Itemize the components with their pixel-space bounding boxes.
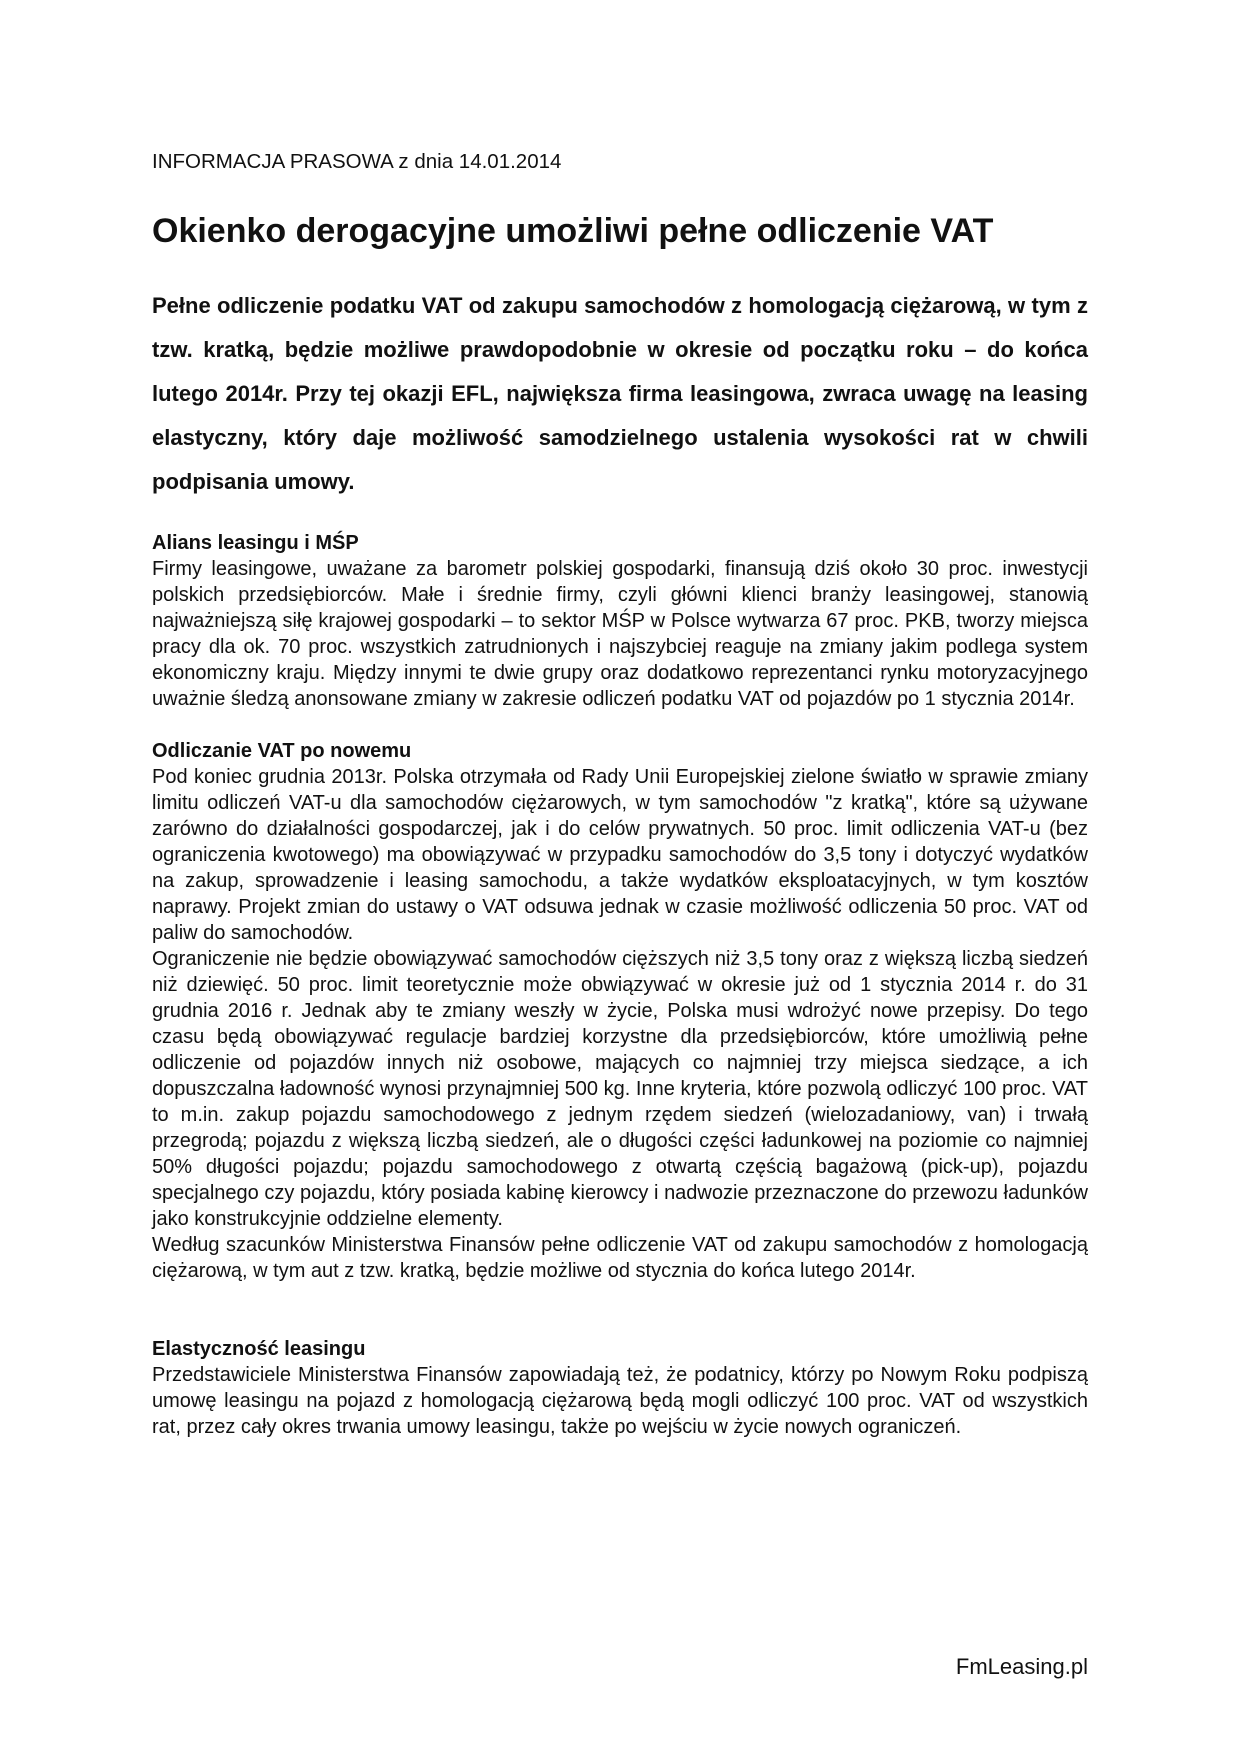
section-heading: Odliczanie VAT po nowemu [152,740,412,762]
paragraph: Firmy leasingowe, uważane za barometr polskiej gospodarki, finansują dziś około 30 proc. inwestycji polskich przedsiębiorców. Małe i średnie firmy, czyli główni klienci branży leasingowej, stanowią najważniejszą siłę krajowej gospodarki – to sektor MŚP w Polsce wytwarza 67 proc. PKB, tworzy miejsca pracy dla ok. 70 proc. wszystkich zatrudnionych i najszybciej reaguje na zmiany jakim podlega system ekonomiczny kraju. Między innymi te dwie grupy oraz dodatkowo reprezentanci rynku motoryzacyjnego uważnie śledzą anonsowane zmiany w zakresie odliczeń podatku VAT od pojazdów po 1 stycznia 2014r. [152,558,1088,710]
press-release-dateline: INFORMACJA PRASOWA z dnia 14.01.2014 [152,150,562,173]
paragraph: Przedstawiciele Ministerstwa Finansów zapowiadają też, że podatnicy, którzy po Nowym Roku podpiszą umowę leasingu na pojazd z homologacją ciężarową będą mogli odliczyć 100 proc. VAT od wszystkich rat, przez cały okres trwania umowy leasingu, także po wejściu w życie nowych ograniczeń. [152,1364,1088,1438]
paragraph: Pod koniec grudnia 2013r. Polska otrzymała od Rady Unii Europejskiej zielone światło w sprawie zmiany limitu odliczeń VAT-u dla samochodów ciężarowych, w tym samochodów "z kratką", które są używane zarówno do działalności gospodarczej, jak i do celów prywatnych. 50 proc. limit odliczenia VAT-u (bez ograniczenia kwotowego) ma obowiązywać w przypadku samochodów do 3,5 tony i dotyczyć wydatków na zakup, sprowadzenie i leasing samochodu, a także wydatków eksploatacyjnych, w tym kosztów naprawy. Projekt zmian do ustawy o VAT odsuwa jednak w czasie możliwość odliczenia 50 proc. VAT od paliw do samochodów. [152,766,1088,944]
document-page [152,148,1088,1440]
article-lead: Pełne odliczenie podatku VAT od zakupu samochodów z homologacją ciężarową, w tym z tzw. kratką, będzie możliwe prawdopodobnie w okresie od początku roku – do końca lutego 2014r. Przy tej okazji EFL, największa firma leasingowa, zwraca uwagę na leasing elastyczny, który daje możliwość samodzielnego ustalenia wysokości rat w chwili podpisania umowy. [152,293,1088,494]
paragraph: Według szacunków Ministerstwa Finansów pełne odliczenie VAT od zakupu samochodów z homologacją ciężarową, w tym aut z tzw. kratką, będzie możliwe od stycznia do końca lutego 2014r. [152,1234,1088,1282]
section-elastycznosc-leasingu [152,1336,1088,1440]
section-heading: Elastyczność leasingu [152,1338,366,1360]
footer-source: FmLeasing.pl [955,1654,1088,1679]
article-title: Okienko derogacyjne umożliwi pełne odliczenie VAT [152,212,994,250]
section-heading: Alians leasingu i MŚP [152,532,359,554]
paragraph: Ograniczenie nie będzie obowiązywać samochodów cięższych niż 3,5 tony oraz z większą liczbą siedzeń niż dziewięć. 50 proc. limit teoretycznie może obwiązywać w okresie już od 1 stycznia 2014 r. do 31 grudnia 2016 r. Jednak aby te zmiany weszły w życie, Polska musi wdrożyć nowe przepisy. Do tego czasu będą obowiązywać regulacje bardziej korzystne dla przedsiębiorców, które umożliwią pełne odliczenie od pojazdów innych niż osobowe, mających co najmniej trzy miejsca siedzące, a ich dopuszczalna ładowność wynosi przynajmniej 500 kg. Inne kryteria, które pozwolą odliczyć 100 proc. VAT to m.in. zakup pojazdu samochodowego z jednym rzędem siedzeń (wielozadaniowy, van) i trwałą przegrodą; pojazdu z większą liczbą siedzeń, ale o długości części ładunkowej na poziomie co najmniej 50% długości pojazdu; pojazdu samochodowego z otwartą częścią bagażową (pick-up), pojazdu specjalnego czy pojazdu, który posiada kabinę kierowcy i nadwozie przeznaczone do przewozu ładunków jako konstrukcyjnie oddzielne elementy. [152,948,1088,1230]
section-alians-leasingu [152,530,1088,712]
section-odliczanie-vat [152,738,1088,1284]
